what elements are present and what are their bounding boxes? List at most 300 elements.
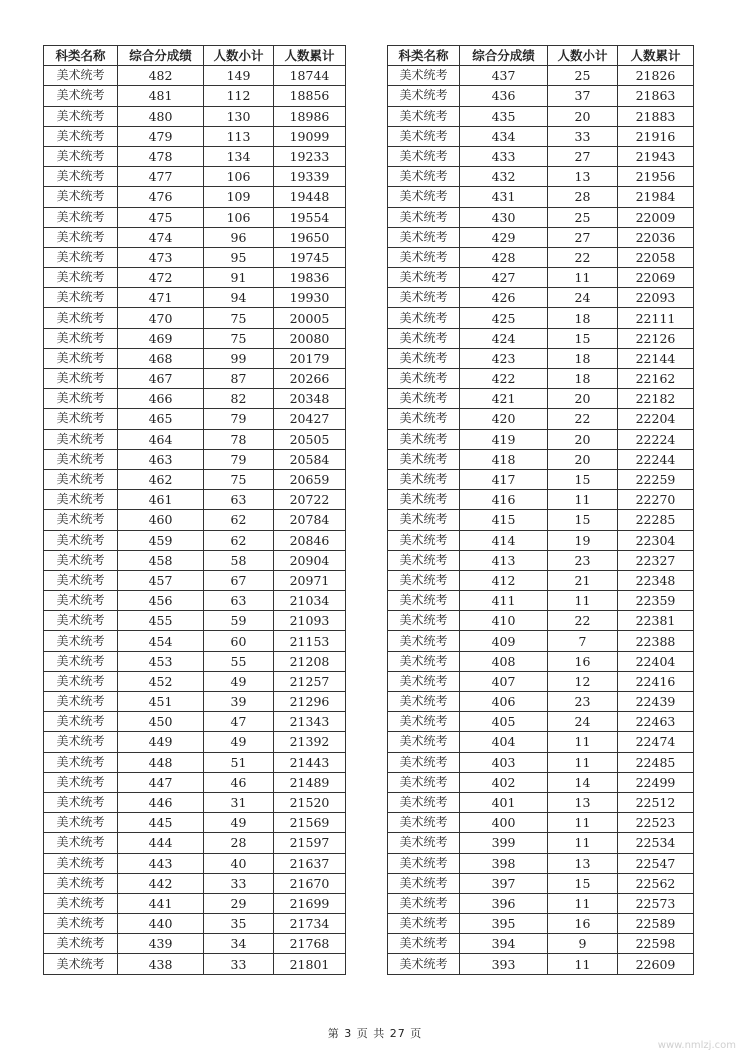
cell-count: 106 xyxy=(204,167,274,187)
cell-cumulative: 19448 xyxy=(274,187,346,207)
cell-count: 24 xyxy=(548,288,618,308)
cell-count: 59 xyxy=(204,611,274,631)
cell-category: 美术统考 xyxy=(388,934,460,954)
table-row xyxy=(388,671,694,691)
cell-count: 23 xyxy=(548,550,618,570)
cell-cumulative: 22093 xyxy=(618,288,694,308)
cell-count: 33 xyxy=(204,954,274,974)
cell-score: 460 xyxy=(118,510,204,530)
cell-count: 31 xyxy=(204,792,274,812)
cell-cumulative: 22058 xyxy=(618,247,694,267)
cell-cumulative: 20348 xyxy=(274,389,346,409)
cell-count: 82 xyxy=(204,389,274,409)
table-row xyxy=(44,732,346,752)
cell-cumulative: 22573 xyxy=(618,893,694,913)
cell-score: 446 xyxy=(118,792,204,812)
table-row xyxy=(44,328,346,348)
cell-category: 美术统考 xyxy=(388,853,460,873)
cell-cumulative: 22359 xyxy=(618,591,694,611)
cell-score: 405 xyxy=(460,712,548,732)
cell-category: 美术统考 xyxy=(44,530,118,550)
cell-score: 434 xyxy=(460,126,548,146)
cell-category: 美术统考 xyxy=(44,772,118,792)
table-row xyxy=(44,853,346,873)
cell-category: 美术统考 xyxy=(388,369,460,389)
cell-category: 美术统考 xyxy=(44,308,118,328)
cell-cumulative: 21257 xyxy=(274,671,346,691)
cell-score: 430 xyxy=(460,207,548,227)
cell-cumulative: 22182 xyxy=(618,389,694,409)
table-row xyxy=(44,308,346,328)
cell-count: 20 xyxy=(548,429,618,449)
cell-category: 美术统考 xyxy=(44,732,118,752)
cell-score: 395 xyxy=(460,914,548,934)
cell-count: 51 xyxy=(204,752,274,772)
cell-cumulative: 20179 xyxy=(274,348,346,368)
cell-score: 479 xyxy=(118,126,204,146)
cell-count: 49 xyxy=(204,732,274,752)
cell-count: 113 xyxy=(204,126,274,146)
cell-count: 130 xyxy=(204,106,274,126)
cell-category: 美术统考 xyxy=(44,288,118,308)
cell-category: 美术统考 xyxy=(44,389,118,409)
cell-score: 435 xyxy=(460,106,548,126)
table-row xyxy=(44,570,346,590)
table-row xyxy=(44,934,346,954)
cell-category: 美术统考 xyxy=(388,833,460,853)
cell-score: 453 xyxy=(118,651,204,671)
table-row xyxy=(388,86,694,106)
cell-cumulative: 22304 xyxy=(618,530,694,550)
cell-cumulative: 20904 xyxy=(274,550,346,570)
table-row xyxy=(388,369,694,389)
header-category: 科类名称 xyxy=(388,46,460,66)
cell-category: 美术统考 xyxy=(44,752,118,772)
table-row xyxy=(44,490,346,510)
cell-count: 15 xyxy=(548,873,618,893)
cell-category: 美术统考 xyxy=(388,449,460,469)
table-row xyxy=(388,752,694,772)
cell-score: 451 xyxy=(118,692,204,712)
cell-cumulative: 22348 xyxy=(618,570,694,590)
cell-cumulative: 19745 xyxy=(274,247,346,267)
cell-count: 24 xyxy=(548,712,618,732)
cell-category: 美术统考 xyxy=(388,429,460,449)
cell-cumulative: 21637 xyxy=(274,853,346,873)
cell-count: 58 xyxy=(204,550,274,570)
cell-cumulative: 22162 xyxy=(618,369,694,389)
cell-cumulative: 21520 xyxy=(274,792,346,812)
cell-category: 美术统考 xyxy=(44,631,118,651)
cell-cumulative: 21343 xyxy=(274,712,346,732)
cell-category: 美术统考 xyxy=(388,490,460,510)
cell-category: 美术统考 xyxy=(388,187,460,207)
table-row xyxy=(388,328,694,348)
table-row xyxy=(44,126,346,146)
cell-score: 473 xyxy=(118,247,204,267)
table-row xyxy=(44,692,346,712)
cell-category: 美术统考 xyxy=(388,288,460,308)
cell-score: 412 xyxy=(460,570,548,590)
table-row xyxy=(44,187,346,207)
cell-cumulative: 21883 xyxy=(618,106,694,126)
cell-category: 美术统考 xyxy=(44,692,118,712)
cell-score: 469 xyxy=(118,328,204,348)
cell-count: 9 xyxy=(548,934,618,954)
cell-category: 美术统考 xyxy=(388,308,460,328)
table-row xyxy=(44,893,346,913)
cell-count: 95 xyxy=(204,247,274,267)
cell-count: 49 xyxy=(204,671,274,691)
cell-count: 13 xyxy=(548,853,618,873)
table-row xyxy=(388,247,694,267)
cell-score: 441 xyxy=(118,893,204,913)
cell-cumulative: 21768 xyxy=(274,934,346,954)
cell-cumulative: 22009 xyxy=(618,207,694,227)
cell-score: 474 xyxy=(118,227,204,247)
cell-count: 11 xyxy=(548,813,618,833)
cell-count: 27 xyxy=(548,227,618,247)
table-row xyxy=(44,611,346,631)
cell-cumulative: 22388 xyxy=(618,631,694,651)
cell-count: 28 xyxy=(204,833,274,853)
cell-cumulative: 18856 xyxy=(274,86,346,106)
cell-cumulative: 20784 xyxy=(274,510,346,530)
cell-category: 美术统考 xyxy=(44,954,118,974)
cell-cumulative: 22534 xyxy=(618,833,694,853)
table-row xyxy=(44,550,346,570)
cell-score: 433 xyxy=(460,146,548,166)
cell-cumulative: 20584 xyxy=(274,449,346,469)
cell-cumulative: 20971 xyxy=(274,570,346,590)
cell-score: 464 xyxy=(118,429,204,449)
cell-category: 美术统考 xyxy=(388,813,460,833)
cell-count: 62 xyxy=(204,510,274,530)
cell-cumulative: 21734 xyxy=(274,914,346,934)
cell-cumulative: 22285 xyxy=(618,510,694,530)
cell-cumulative: 19836 xyxy=(274,268,346,288)
cell-category: 美术统考 xyxy=(44,550,118,570)
cell-category: 美术统考 xyxy=(44,126,118,146)
cell-score: 459 xyxy=(118,530,204,550)
table-row xyxy=(388,167,694,187)
table-row xyxy=(388,914,694,934)
cell-category: 美术统考 xyxy=(388,227,460,247)
cell-cumulative: 21916 xyxy=(618,126,694,146)
score-table-right xyxy=(387,45,694,975)
table-row xyxy=(44,146,346,166)
cell-score: 471 xyxy=(118,288,204,308)
table-row xyxy=(388,934,694,954)
cell-score: 476 xyxy=(118,187,204,207)
cell-count: 79 xyxy=(204,449,274,469)
table-row xyxy=(388,853,694,873)
cell-score: 452 xyxy=(118,671,204,691)
cell-cumulative: 21801 xyxy=(274,954,346,974)
cell-score: 466 xyxy=(118,389,204,409)
cell-count: 11 xyxy=(548,954,618,974)
cell-score: 416 xyxy=(460,490,548,510)
table-row xyxy=(44,66,346,86)
cell-cumulative: 22404 xyxy=(618,651,694,671)
cell-count: 134 xyxy=(204,146,274,166)
cell-category: 美术统考 xyxy=(388,692,460,712)
cell-cumulative: 19233 xyxy=(274,146,346,166)
cell-score: 393 xyxy=(460,954,548,974)
cell-category: 美术统考 xyxy=(388,86,460,106)
cell-count: 94 xyxy=(204,288,274,308)
cell-count: 78 xyxy=(204,429,274,449)
cell-cumulative: 21208 xyxy=(274,651,346,671)
cell-count: 75 xyxy=(204,469,274,489)
cell-category: 美术统考 xyxy=(388,106,460,126)
cell-category: 美术统考 xyxy=(44,651,118,671)
cell-count: 60 xyxy=(204,631,274,651)
cell-count: 22 xyxy=(548,247,618,267)
cell-score: 439 xyxy=(118,934,204,954)
cell-cumulative: 22204 xyxy=(618,409,694,429)
cell-count: 67 xyxy=(204,570,274,590)
cell-cumulative: 19930 xyxy=(274,288,346,308)
cell-cumulative: 20005 xyxy=(274,308,346,328)
table-row xyxy=(388,106,694,126)
cell-cumulative: 22589 xyxy=(618,914,694,934)
cell-category: 美术统考 xyxy=(44,712,118,732)
table-header-row xyxy=(44,46,346,66)
cell-count: 35 xyxy=(204,914,274,934)
cell-count: 15 xyxy=(548,469,618,489)
table-row xyxy=(388,490,694,510)
score-table-left xyxy=(43,45,346,975)
cell-score: 450 xyxy=(118,712,204,732)
cell-cumulative: 20722 xyxy=(274,490,346,510)
cell-count: 34 xyxy=(204,934,274,954)
table-row xyxy=(44,288,346,308)
cell-category: 美术统考 xyxy=(44,934,118,954)
cell-category: 美术统考 xyxy=(388,712,460,732)
cell-count: 25 xyxy=(548,66,618,86)
cell-category: 美术统考 xyxy=(388,328,460,348)
cell-category: 美术统考 xyxy=(44,227,118,247)
table-row xyxy=(388,469,694,489)
cell-count: 22 xyxy=(548,409,618,429)
cell-category: 美术统考 xyxy=(44,490,118,510)
cell-score: 448 xyxy=(118,752,204,772)
table-row xyxy=(44,227,346,247)
cell-cumulative: 22036 xyxy=(618,227,694,247)
cell-count: 12 xyxy=(548,671,618,691)
table-row xyxy=(388,772,694,792)
cell-cumulative: 21699 xyxy=(274,893,346,913)
cell-cumulative: 22439 xyxy=(618,692,694,712)
cell-cumulative: 21863 xyxy=(618,86,694,106)
cell-score: 415 xyxy=(460,510,548,530)
cell-category: 美术统考 xyxy=(44,369,118,389)
cell-cumulative: 21034 xyxy=(274,591,346,611)
cell-count: 55 xyxy=(204,651,274,671)
cell-count: 47 xyxy=(204,712,274,732)
table-row xyxy=(388,187,694,207)
cell-score: 424 xyxy=(460,328,548,348)
cell-score: 417 xyxy=(460,469,548,489)
cell-count: 23 xyxy=(548,692,618,712)
cell-score: 449 xyxy=(118,732,204,752)
cell-count: 16 xyxy=(548,651,618,671)
cell-score: 422 xyxy=(460,369,548,389)
cell-cumulative: 22259 xyxy=(618,469,694,489)
cell-count: 11 xyxy=(548,268,618,288)
cell-category: 美术统考 xyxy=(388,469,460,489)
cell-category: 美术统考 xyxy=(388,550,460,570)
table-row xyxy=(388,429,694,449)
cell-score: 396 xyxy=(460,893,548,913)
cell-count: 79 xyxy=(204,409,274,429)
cell-cumulative: 22485 xyxy=(618,752,694,772)
cell-cumulative: 22609 xyxy=(618,954,694,974)
cell-category: 美术统考 xyxy=(388,914,460,934)
cell-category: 美术统考 xyxy=(44,469,118,489)
cell-category: 美术统考 xyxy=(388,752,460,772)
cell-count: 13 xyxy=(548,792,618,812)
cell-count: 87 xyxy=(204,369,274,389)
cell-score: 394 xyxy=(460,934,548,954)
table-row xyxy=(44,873,346,893)
cell-count: 75 xyxy=(204,328,274,348)
cell-cumulative: 22111 xyxy=(618,308,694,328)
watermark: www.nmlzj.com xyxy=(657,1040,736,1051)
cell-count: 18 xyxy=(548,348,618,368)
cell-category: 美术统考 xyxy=(388,389,460,409)
cell-cumulative: 22327 xyxy=(618,550,694,570)
table-row xyxy=(388,146,694,166)
cell-score: 406 xyxy=(460,692,548,712)
cell-score: 408 xyxy=(460,651,548,671)
cell-category: 美术统考 xyxy=(388,671,460,691)
cell-count: 25 xyxy=(548,207,618,227)
table-row xyxy=(388,712,694,732)
cell-score: 410 xyxy=(460,611,548,631)
table-row xyxy=(44,671,346,691)
table-row xyxy=(44,106,346,126)
table-row xyxy=(44,752,346,772)
table-row xyxy=(44,530,346,550)
cell-score: 411 xyxy=(460,591,548,611)
cell-score: 409 xyxy=(460,631,548,651)
header-count: 人数小计 xyxy=(204,46,274,66)
table-row xyxy=(388,893,694,913)
cell-count: 40 xyxy=(204,853,274,873)
cell-cumulative: 19099 xyxy=(274,126,346,146)
header-count: 人数小计 xyxy=(548,46,618,66)
cell-count: 46 xyxy=(204,772,274,792)
cell-cumulative: 21943 xyxy=(618,146,694,166)
cell-score: 407 xyxy=(460,671,548,691)
table-row xyxy=(388,651,694,671)
cell-category: 美术统考 xyxy=(44,611,118,631)
cell-score: 431 xyxy=(460,187,548,207)
cell-score: 398 xyxy=(460,853,548,873)
cell-category: 美术统考 xyxy=(388,530,460,550)
cell-count: 7 xyxy=(548,631,618,651)
cell-count: 33 xyxy=(204,873,274,893)
cell-score: 402 xyxy=(460,772,548,792)
table-row xyxy=(44,712,346,732)
cell-cumulative: 22562 xyxy=(618,873,694,893)
cell-score: 454 xyxy=(118,631,204,651)
cell-score: 404 xyxy=(460,732,548,752)
cell-count: 15 xyxy=(548,510,618,530)
cell-count: 99 xyxy=(204,348,274,368)
cell-category: 美术统考 xyxy=(44,66,118,86)
cell-category: 美术统考 xyxy=(388,732,460,752)
cell-cumulative: 22547 xyxy=(618,853,694,873)
cell-count: 14 xyxy=(548,772,618,792)
cell-cumulative: 18744 xyxy=(274,66,346,86)
cell-score: 397 xyxy=(460,873,548,893)
table-row xyxy=(388,409,694,429)
cell-cumulative: 22512 xyxy=(618,792,694,812)
cell-category: 美术统考 xyxy=(388,409,460,429)
table-row xyxy=(388,227,694,247)
cell-cumulative: 20505 xyxy=(274,429,346,449)
table-row xyxy=(44,86,346,106)
table-row xyxy=(388,510,694,530)
cell-score: 443 xyxy=(118,853,204,873)
cell-score: 465 xyxy=(118,409,204,429)
cell-score: 438 xyxy=(118,954,204,974)
cell-score: 423 xyxy=(460,348,548,368)
table-row xyxy=(44,792,346,812)
cell-category: 美术统考 xyxy=(388,873,460,893)
table-row xyxy=(388,954,694,974)
table-row xyxy=(388,389,694,409)
table-row xyxy=(388,530,694,550)
table-row xyxy=(388,692,694,712)
cell-count: 91 xyxy=(204,268,274,288)
table-row xyxy=(44,591,346,611)
table-row xyxy=(44,429,346,449)
cell-count: 33 xyxy=(548,126,618,146)
cell-cumulative: 22474 xyxy=(618,732,694,752)
table-row xyxy=(44,409,346,429)
cell-cumulative: 19339 xyxy=(274,167,346,187)
table-header-row xyxy=(388,46,694,66)
cell-category: 美术统考 xyxy=(44,187,118,207)
cell-cumulative: 18986 xyxy=(274,106,346,126)
table-row xyxy=(44,247,346,267)
cell-cumulative: 22126 xyxy=(618,328,694,348)
cell-count: 39 xyxy=(204,692,274,712)
cell-cumulative: 21670 xyxy=(274,873,346,893)
cell-score: 418 xyxy=(460,449,548,469)
cell-score: 442 xyxy=(118,873,204,893)
cell-count: 21 xyxy=(548,570,618,590)
cell-category: 美术统考 xyxy=(44,671,118,691)
table-row xyxy=(44,449,346,469)
cell-cumulative: 21392 xyxy=(274,732,346,752)
cell-count: 62 xyxy=(204,530,274,550)
table-row xyxy=(44,167,346,187)
cell-cumulative: 22499 xyxy=(618,772,694,792)
cell-score: 445 xyxy=(118,813,204,833)
cell-score: 462 xyxy=(118,469,204,489)
table-row xyxy=(44,510,346,530)
cell-score: 432 xyxy=(460,167,548,187)
cell-score: 467 xyxy=(118,369,204,389)
table-row xyxy=(388,591,694,611)
cell-score: 414 xyxy=(460,530,548,550)
cell-category: 美术统考 xyxy=(44,853,118,873)
